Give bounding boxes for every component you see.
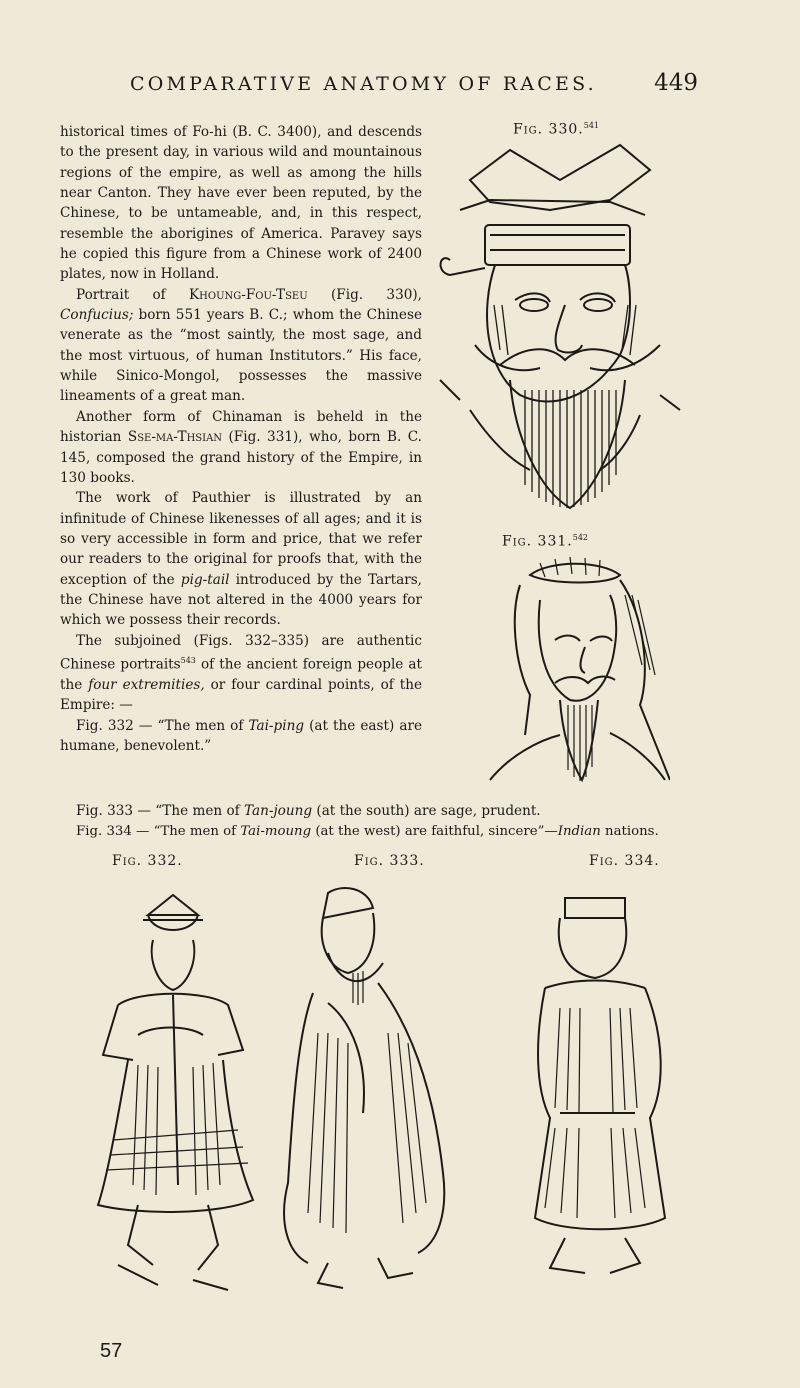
- p8-text-b: (at the west) are faithful, sincere”—: [311, 824, 558, 839]
- p3-text-a: Another form of Chinaman is beheld in the historian: [60, 408, 422, 446]
- p4-text-b: introduced by the Tartars, the Chinese have not altered in the 4000 years for which we possess their records.: [60, 571, 422, 629]
- footnote-ref-543: 543: [180, 655, 196, 665]
- p7-tan-joung-italic: Tan-joung: [244, 803, 313, 819]
- paragraph-4: [60, 488, 422, 630]
- p8-text-c: nations.: [600, 824, 659, 839]
- fig-334-label: Fig. 334.: [589, 853, 660, 869]
- fig-332-label: Fig. 332.: [112, 853, 183, 869]
- fig-331-label: [502, 533, 588, 550]
- fig-334-description: [76, 824, 659, 839]
- p2-confucius-italic: Confucius;: [60, 307, 134, 324]
- paragraph-2: [60, 285, 422, 407]
- p5-text-c: or four cardinal points, of the Empire: —: [60, 676, 423, 714]
- signature-mark: 57: [100, 1340, 123, 1362]
- fig-333-label: Fig. 333.: [354, 853, 425, 869]
- p5-text-a: The subjoined (Figs. 332–335) are authentic Chinese portraits: [60, 632, 422, 673]
- p3-text-b: (Fig. 331), who, born B. C. 145, composed the grand history of the Empire, in 130 books.: [60, 429, 422, 486]
- p2-text-c: born 551 years B. C.; whom the Chinese venerate as the “most saintly, the most sage, and the most virtuous, of human Institutors.” His face, while Sinico-Mongol, possesses the massive lineaments of a great man.: [60, 307, 422, 405]
- fig-331-footnote-ref: 542: [572, 533, 589, 542]
- fig-334-illustration: [505, 888, 690, 1288]
- p2-name-khoung: Khoung-Fou-Tseu: [189, 286, 308, 303]
- paragraph-1-text: historical times of Fo-hi (B. C. 3400), and descends to the present day, in various wild and mountainous regions of the empire, as well as among the hills near Canton. They have ever been reputed, by the Chinese, to be untameable, and, in this respect, resemble the aborigines of America. Paravey says he copied this figure from a Chinese work of 2400 plates, now in Holland.: [60, 124, 422, 283]
- page-number: 449: [654, 70, 698, 96]
- historian-portrait-drawing: [470, 555, 670, 790]
- running-head: [118, 70, 698, 96]
- p7-text-b: (at the south) are sage, prudent.: [312, 803, 541, 819]
- fig-330-label-text: Fig. 330.: [513, 121, 584, 138]
- fig-331-label-text: Fig. 331.: [502, 533, 573, 550]
- confucius-portrait-drawing: [430, 140, 685, 515]
- p8-tai-moung-italic: Tai-moung: [240, 824, 312, 839]
- east-man-drawing: [78, 885, 273, 1295]
- fig-331-illustration: [470, 555, 670, 790]
- p6-text-a: Fig. 332 — “The men of: [76, 717, 249, 734]
- south-man-drawing: [268, 883, 453, 1293]
- paragraph-1: [60, 122, 422, 285]
- p8-text-a: Fig. 334 — “The men of: [76, 824, 241, 839]
- fig-330-footnote-ref: 541: [583, 121, 600, 130]
- p5-extremities-italic: four extremities,: [88, 676, 205, 693]
- running-title: COMPARATIVE ANATOMY OF RACES.: [130, 73, 597, 95]
- fig-330-label: [513, 121, 599, 138]
- west-man-drawing: [505, 888, 690, 1288]
- p7-text-a: Fig. 333 — “The men of: [76, 803, 244, 819]
- paragraph-3: [60, 407, 422, 488]
- p6-text-b: (at the east) are humane, benevolent.”: [60, 717, 422, 754]
- fig-332-illustration: [78, 885, 273, 1295]
- fig-330-illustration: [430, 140, 685, 515]
- fig-333-description: [76, 803, 541, 819]
- p3-name-sse-ma: Sse-ma-Thsian: [127, 429, 223, 446]
- p6-tai-ping-italic: Tai-ping: [248, 717, 305, 734]
- p4-text-a: The work of Pauthier is illustrated by an infinitude of Chinese likenesses of all ages; and it is so very accessible in form and price, that we refer our readers to the original for proofs that, with the exception of the: [60, 490, 422, 588]
- p5-text-b: of the ancient foreign people at the: [60, 656, 422, 693]
- p2-text-b: (Fig. 330),: [307, 286, 422, 303]
- paragraph-6: [60, 716, 422, 757]
- paragraph-5: [60, 631, 422, 716]
- p8-indian-italic: Indian: [557, 824, 601, 839]
- fig-333-illustration: [268, 883, 453, 1293]
- p4-pig-tail-italic: pig-tail: [180, 571, 230, 588]
- p2-text-a: Portrait of: [76, 286, 190, 303]
- body-text-column: [60, 122, 422, 756]
